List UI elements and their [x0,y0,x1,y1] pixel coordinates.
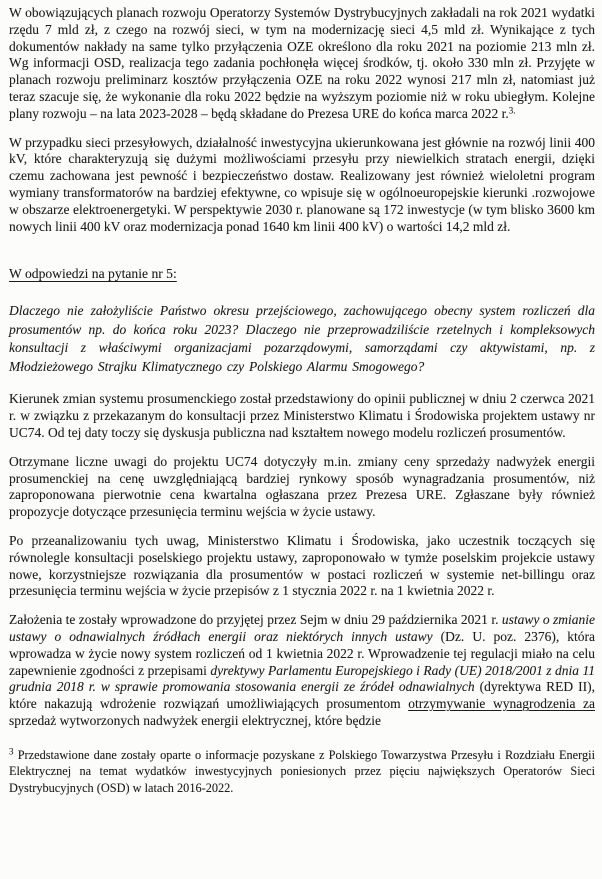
footnote-3: $^3$ Przedstawione dane zostały oparte o informacje pozyskane z Polskiego Towarzystwa Przesyłu i Rozdziału Energii Elektrycznej na temat wydatków inwestycyjnych poniesionych przez pięciu największych Operatorów Sieci Dystrybucyjnych (OSD) w latach 2016-2022. [9,746,595,795]
paragraph-osd-investment-plans: W obowiązujących planach rozwoju Operatorzy Systemów Dystrybucyjnych zakładali na rok 2021 wydatki rzędu 7 mld zł, z czego na rozwój sieci, w tym na modernizację sieci 4,5 mld zł. Wynikające z tych dokumentów nakłady na same tylko przyłączenia OZE określono dla roku 2021 na poziomie 213 mln zł. Wg informacji OSD, realizacja tego zadania pochłonęła więcej środków, tj. około 330 mln zł. Przyjęte w planach rozwoju preliminarz kosztów przyłączenia OZE na roku 2022 wynosi 217 mln zł, natomiast już teraz szacuje się, że wykonanie dla roku 2022 będzie na wyższym poziomie niż w roku ubiegłym. Kolejne plany rozwoju – na lata 2023-2028 – będą składane do Prezesa URE do końca marca 2022 r.$^{3.}$ [9,5,595,121]
paragraph-uc74-comments: Otrzymane liczne uwagi do projektu UC74 dotyczyły m.in. zmiany ceny sprzedaży nadwyżek energii prosumenckiej na cenę uwzględniającą bardziej rynkowy sposób wynagradzania prosumentów, niż zaproponowana pierwotnie cena kwartalna ogłaszana przez Prezesa URE. Zgłaszane były również propozycje dotyczące przesunięcia terminu wejścia w życie ustawy. [9,453,595,520]
question-5-text: Dlaczego nie założyliście Państwo okresu przejściowego, zachowującego obecny system rozliczeń dla prosumentów np. do końca roku 2023? Dlaczego nie przeprowadziliście rzetelnych i kompleksowych konsultacji z właściwymi organizacjami pozarządowymi, samorządami czy aktywistami, np. z Młodzieżowego Strajku Klimatycznego czy Polskiego Alarmu Smogowego? [9,303,595,374]
paragraph-prosumer-system-direction: Kierunek zmian systemu prosumenckiego został przedstawiony do opinii publicznej w dniu 2 czerwca 2021 r. w związku z przekazanym do konsultacji przez Ministerstwo Klimatu i Środowiska projektem ustawy nr UC74. Od tej daty toczy się dyskusja publiczna nad kształtem nowego modelu rozliczeń prosumentów. [9,391,595,440]
paragraph-transmission-networks: W przypadku sieci przesyłowych, działalność inwestycyjna ukierunkowana jest głównie na rozwój linii 400 kV, które charakteryzują się dużymi możliwościami przesyłu przy niewielkich stratach energii, dzięki czemu zachowana jest pewność i bezpieczeństwo dostaw. Realizowany jest również wieloletni program wymiany transformatorów na bardziej efektywne, co wpisuje się w ogólnoeuropejskie kierunki .rozwojowe w obszarze elektroenergetyki. W perspektywie 2030 r. planowane są 172 inwestycje (w tym blisko 3600 km nowych linii 400 kV oraz modernizacja ponad 1640 km linii 400 kV) o wartości 14,2 mld zł. [9,134,595,234]
section-heading-answer-5: W odpowiedzi na pytanie nr 5: [9,266,177,282]
paragraph-ministry-proposal: Po przeanalizowaniu tych uwag, Ministerstwo Klimatu i Środowiska, jako uczestnik toczących się równolegle konsultacji poselskiego projektu ustawy, zaproponowało w tymże poselskim projekcie ustawy nowe, korzystniejsze rozwiązania dla prosumentów w postaci rozliczeń w systemie net-billingu oraz przesunięcia terminu wejścia w życie przepisów z 1 stycznia 2022 r. na 1 kwietnia 2022 r. [9,532,595,599]
paragraph-sejm-act-red2: Założenia te zostały wprowadzone do przyjętej przez Sejm w dniu 29 października 2021 r. ustawy o zmianie ustawy o odnawialnych źródłach energii oraz niektórych innych ustawy (Dz. U. poz. 2376), która wprowadza w życie nowy system rozliczeń od 1 kwietnia 2022 r. Wprowadzenie tej regulacji miało na celu zapewnienie zgodności z przepisami dyrektywy Parlamentu Europejskiego i Rady (UE) 2018/2001 z dnia 11 grudnia 2018 r. w sprawie promowania stosowania energii ze źródeł odnawialnych (dyrektywa RED II), które nakazują wdrożenie rozwiązań umożliwiających prosumentom otrzymywanie wynagrodzenia za sprzedaż wytworzonych nadwyżek energii elektrycznej, które będzie [9,612,596,728]
